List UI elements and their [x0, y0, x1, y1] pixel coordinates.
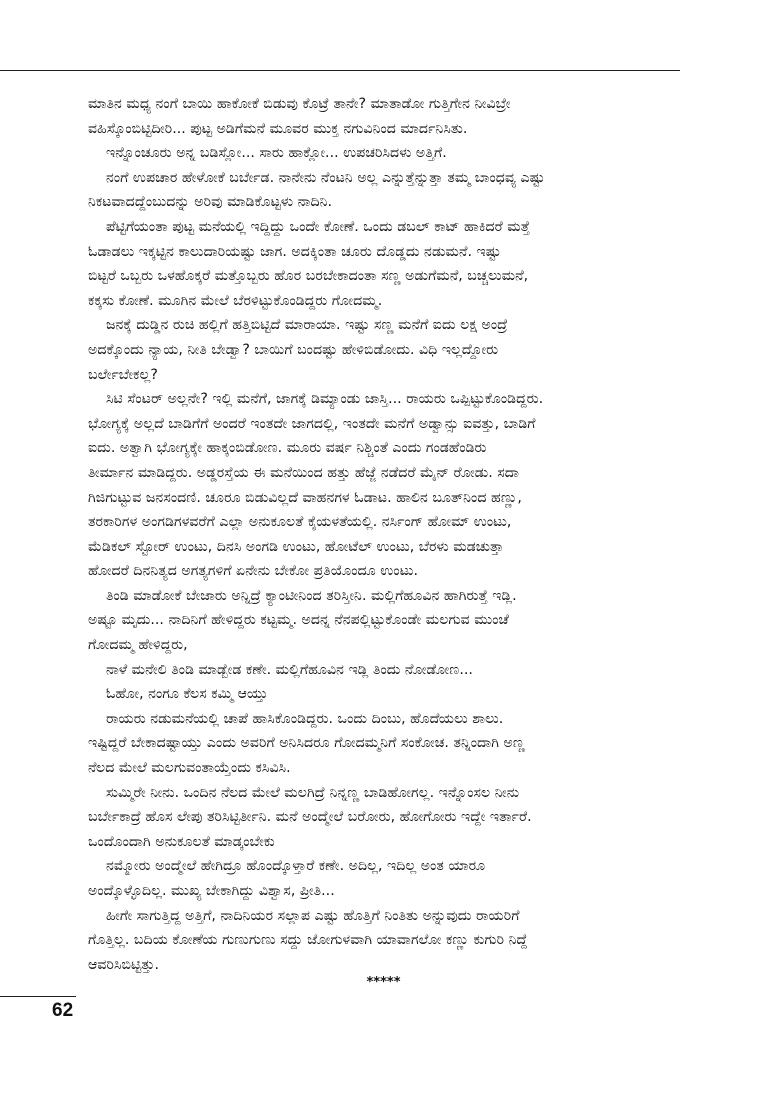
text-line: ಮೆಡಿಕಲ್ ಸ್ಟೋರ್ ಉಂಟು, ದಿನಸಿ ಅಂಗಡಿ ಉಂಟು, ಹೋಟೆಲ್ ಉಂಟು, ಬೆರಳು ಮಡಚುತ್ತಾ — [88, 538, 504, 555]
text-line: ಓಹೋ, ನಂಗೂ ಕೆಲಸ ಕಮ್ಮಿ ಆಯ್ತು — [106, 686, 268, 703]
text-line: ನಿಕಟವಾದದ್ದೆಂಬುದನ್ನು ಅರಿವು ಮಾಡಿಕೊಟ್ಟಳು ನಾದಿನಿ. — [88, 194, 333, 211]
text-line: ಭೋಗ್ಯಕ್ಕೆ ಅಲ್ಲದೆ ಬಾಡಿಗೆಗೆ ಅಂದರೆ ಇಂತದೇ ಜಾಗದಲ್ಲಿ, ಇಂತದೇ ಮನೆಗೆ ಅಡ್ವಾನ್ಸು ಐವತ್ತು, ಬಾಡಿಗೆ — [88, 415, 536, 432]
text-line: ಬರ್ಬೇಕಾದ್ರೆ ಹೊಸ ಲೇಪು ತರಿಸಿಟ್ಟಿರ್ತೀನಿ. ಮನೆ ಅಂದ್ಮೇಲೆ ಬರೋರು, ಹೋಗೋರು ಇದ್ದೇ ಇರ್ತಾರೆ. — [88, 809, 532, 826]
text-line: ಗೊತ್ತಿಲ್ಲ. ಬದಿಯ ಕೋಣೆಯ ಗುಣುಗುಣು ಸದ್ದು ಜೋಗುಳವಾಗಿ ಯಾವಾಗಲೋ ಕಣ್ಣು ಕುಗುರಿ ನಿದ್ದೆ — [88, 932, 528, 949]
text-line: ಅಂದ್ಕೊಳ್ಳೊದಿಲ್ಲ. ಮುಖ್ಯ ಬೇಕಾಗಿದ್ದು ವಿಶ್ವಾಸ, ಪ್ರೀತಿ... — [88, 883, 335, 899]
text-line: ಹೀಗೇ ಸಾಗುತ್ತಿದ್ದ ಅತ್ತಿಗೆ, ನಾದಿನಿಯರ ಸಲ್ಲಾಪ ಎಷ್ಟು ಹೊತ್ತಿಗೆ ನಿಂತಿತು ಅನ್ನುವುದು ರಾಯರಿಗೆ — [106, 907, 520, 924]
text-line: ಕಕ್ಕಸು ಕೋಣೆ. ಮೂಗಿನ ಮೇಲೆ ಬೆರಳಿಟ್ಟುಕೊಂಡಿದ್ದರು ಗೋದಮ್ಮ. — [88, 292, 383, 309]
text-line: ಅಷ್ಟೂ ಮೃದು... ನಾದಿನಿಗೆ ಹೇಳಿದ್ದರು ಕಟ್ಟಮ್ಮ. ಅದನ್ನ ನೆನಪಲ್ಲಿಟ್ಟುಕೊಂಡೇ ಮಲಗುವ ಮುಂಚೆ — [88, 612, 509, 629]
text-line: ತರಕಾರಿಗಳ ಅಂಗಡಿಗಳವರೆಗೆ ಎಲ್ಲಾ ಅನುಕೂಲತೆ ಕೈಯಳತೆಯಲ್ಲಿ. ನರ್ಸಿಂಗ್ ಹೋಮ್ ಉಂಟು, — [88, 514, 512, 531]
text-line: ವಹಿಸ್ಕೊಂಬಿಟ್ಟಿದೀರಿ... ಪುಟ್ಟ ಅಡಿಗೆಮನೆ ಮೂವರ ಮುಕ್ತ ನಗುವಿನಿಂದ ಮಾರ್ದನಿಸಿತು. — [88, 120, 468, 137]
text-line: ಜನಕ್ಕೆ ದುಡ್ಡಿನ ರುಚಿ ಹಲ್ಲಿಗೆ ಹತ್ತಿಬಿಟ್ಟಿದೆ ಮಾರಾಯಾ. ಇಷ್ಟು ಸಣ್ಣ ಮನೆಗೆ ಐದು ಲಕ್ಷ ಅಂದ್ರೆ — [106, 317, 508, 334]
body-text — [88, 92, 663, 977]
footer-rule — [0, 996, 76, 997]
text-line: ಅದಕ್ಕೊಂದು ನ್ಯಾಯ, ನೀತಿ ಬೇಡ್ವಾ? ಬಾಯಿಗೆ ಬಂದಷ್ಟು ಹೇಳಿಬಿಡೋದು. ವಿಧಿ ಇಲ್ಲದ್ದೋರು — [88, 341, 499, 358]
top-rule — [0, 70, 680, 71]
page-number: 62 — [52, 1000, 74, 1021]
text-line: ಗೋದಮ್ಮ ಹೇಳಿದ್ದರು, — [88, 637, 188, 654]
text-line: ಇಷ್ಟಿದ್ದರೆ ಬೇಕಾದಷ್ಟಾಯ್ತು ಎಂದು ಅವರಿಗೆ ಅನಿಸಿದರೂ ಗೋದಮ್ಮನಿಗೆ ಸಂಕೋಚ. ತನ್ನಿಂದಾಗಿ ಅಣ್ಣ — [88, 735, 525, 752]
text-line: ಓಡಾಡಲು ಇಕ್ಕಟ್ಟಿನ ಕಾಲುದಾರಿಯಷ್ಟು ಜಾಗ. ಅದಕ್ಕಿಂತಾ ಚೂರು ದೊಡ್ಡದು ನಡುಮನೆ. ಇಷ್ಟು — [88, 243, 501, 260]
text-line: ನಮ್ಮೋರು ಅಂದ್ಮೇಲೆ ಹೇಗಿದ್ರೂ ಹೊಂದ್ಕೊಳ್ತಾರೆ ಕಣೇ. ಅದಿಲ್ಲ, ಇದಿಲ್ಲ ಅಂತ ಯಾರೂ — [106, 858, 486, 875]
text-line: ಇನ್ನೊಂಚೂರು ಅನ್ನ ಬಡಿಸ್ಲೋ... ಸಾರು ಹಾಕ್ಲೋ... ಉಪಚರಿಸಿದಳು ಅತ್ತಿಗೆ. — [106, 145, 447, 162]
text-line: ಬಿಟ್ಟರೆ ಒಬ್ಬರು ಒಳಹೊಕ್ಕರೆ ಮತ್ತೊಬ್ಬರು ಹೊರ ಬರಬೇಕಾದಂತಾ ಸಣ್ಣ ಅಡುಗೆಮನೆ, ಬಚ್ಚಲುಮನೆ, — [88, 268, 529, 285]
text-line: ತೀರ್ಮಾನ ಮಾಡಿದ್ದರು. ಅಡ್ಡರಸ್ತೆಯ ಈ ಮನೆಯಿಂದ ಹತ್ತು ಹೆಜ್ಜೆ ನಡೆದರೆ ಮೈನ್ ರೋಡು. ಸದಾ — [88, 464, 519, 481]
text-line: ಗಿಜಿಗುಟ್ಟುವ ಜನಸಂದಣಿ. ಚೂರೂ ಬಿಡುವಿಲ್ಲದೆ ವಾಹನಗಳ ಓಡಾಟ. ಹಾಲಿನ ಬೂತ್‌ನಿಂದ ಹಣ್ಣು, — [88, 489, 522, 506]
text-line: ಹೋದರೆ ದಿನನಿತ್ಯದ ಅಗತ್ಯಗಳಿಗೆ ಏನೇನು ಬೇಕೋ ಪ್ರತಿಯೊಂದೂ ಉಂಟು. — [88, 563, 418, 580]
text-line: ಪೆಟ್ಟಿಗೆಯಂತಾ ಪುಟ್ಟ ಮನೆಯಲ್ಲಿ ಇದ್ದಿದ್ದು ಒಂದೇ ಕೋಣೆ. ಒಂದು ಡಬಲ್ ಕಾಟ್ ಹಾಕಿದರೆ ಮತ್ತೆ — [106, 218, 531, 235]
text-line: ನಂಗೆ ಉಪಚಾರ ಹೇಳೋಕೆ ಬರ್ಬೇಡ. ನಾನೇನು ನೆಂಟನಿ ಅಲ್ಲ ಎನ್ನುತ್ತೆನ್ನುತ್ತಾ ತಮ್ಮ ಬಾಂಧವ್ಯ ಎಷ್ಟು — [106, 169, 545, 186]
section-separator: ***** — [366, 975, 401, 990]
text-line: ತಿಂಡಿ ಮಾಡೋಕೆ ಬೇಜಾರು ಅನ್ನಿದ್ರೆ ಕ್ಯಾಂಟೀನಿಂದ ತರಿಸ್ತೀನಿ. ಮಲ್ಲಿಗೆಹೂವಿನ ಹಾಗಿರುತ್ತೆ ಇಡ್ಲಿ. — [106, 587, 517, 604]
text-line: ರಾಯರು ನಡುಮನೆಯಲ್ಲಿ ಚಾಪೆ ಹಾಸಿಕೊಂಡಿದ್ದರು. ಒಂದು ದಿಂಬು, ಹೊದೆಯಲು ಶಾಲು. — [106, 710, 504, 727]
text-line: ಒಂದೊಂದಾಗಿ ಅನುಕೂಲತೆ ಮಾಡ್ಕಂಬೇಕು — [88, 833, 275, 850]
text-line: ನೆಲದ ಮೇಲೆ ಮಲಗುವಂತಾಯ್ತೆಂದು ಕಸಿವಿಸಿ. — [88, 760, 291, 777]
text-line: ಐದು. ಅತ್ವಾಗಿ ಭೋಗ್ಯಕ್ಕೇ ಹಾಕ್ಕಂಬಿಡೋಣ. ಮೂರು ವರ್ಷ ನಿಶ್ಚಿಂತೆ ಎಂದು ಗಂಡಹೆಂಡಿರು — [88, 440, 487, 457]
text-line: ಸುಮ್ಮಿರೇ ನೀನು. ಒಂದಿನ ನೆಲದ ಮೇಲೆ ಮಲಗಿದ್ರೆ ನಿನ್ನಣ್ಣ ಬಾಡಿಹೋಗಲ್ಲ. ಇನ್ನೊಂಸಲ ನೀನು — [106, 784, 520, 801]
text-line: ಸಿಟಿ ಸೆಂಟರ್ ಅಲ್ಲನೇ? ಇಲ್ಲಿ ಮನೆಗೆ, ಜಾಗಕ್ಕೆ ಡಿಮ್ಯಾಂಡು ಜಾಸ್ತಿ... ರಾಯರು ಒಪ್ಪಿಟ್ಟುಕೊಂಡಿದ್ದರು. — [106, 391, 544, 408]
text-line: ಆವರಿಸಿಬಿಟ್ಟಿತ್ತು. — [88, 956, 160, 973]
text-line: ಮಾತಿನ ಮಧ್ಯ ನಂಗೆ ಬಾಯಿ ಹಾಕೋಕೆ ಬಿಡುವು ಕೊಟ್ರೆ ತಾನೇ? ಮಾತಾಡೋ ಗುತ್ತಿಗೇನ ನೀವಿಬ್ರೇ — [88, 96, 511, 112]
text-line: ಬರ್ಲೇಬೇಕಲ್ಲ? — [88, 366, 158, 383]
text-line: ನಾಳೆ ಮನೇಲಿ ತಿಂಡಿ ಮಾಡ್ಬೇಡ ಕಣೇ. ಮಲ್ಲಿಗೆಹೂವಿನ ಇಡ್ಲಿ ತಿಂದು ನೋಡೋಣ... — [106, 661, 473, 678]
